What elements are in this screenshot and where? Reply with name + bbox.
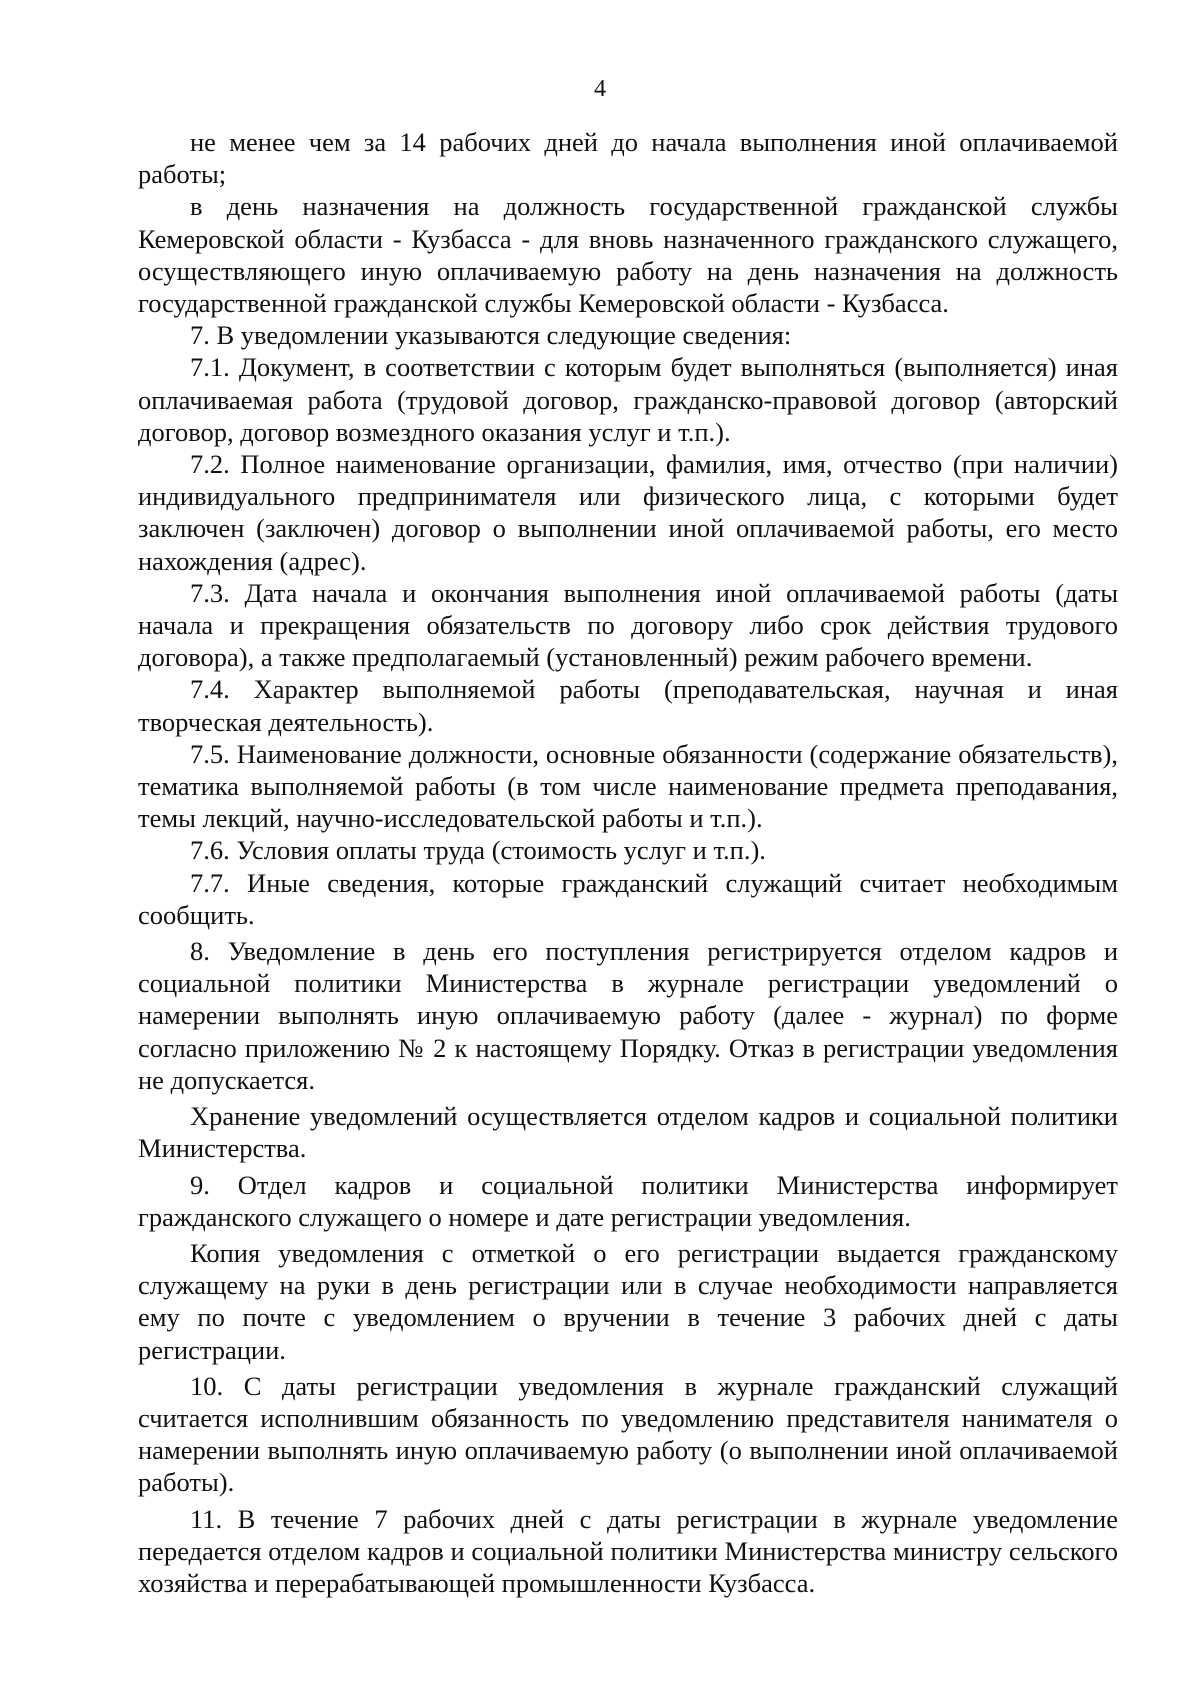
paragraph: 8. Уведомление в день его поступления регистрируется отделом кадров и социальной политики Министерства в журнале регистрации уведомлений о намерении выполнять иную оплачиваемую работу (далее - журнал) по форме согласно приложению № 2 к настоящему Порядку. Отказ в регистрации уведомления не допускается.: [138, 936, 1118, 1095]
paragraph: 7.7. Иные сведения, которые гражданский служащий считает необходимым сообщить.: [138, 867, 1118, 930]
paragraph: 10. С даты регистрации уведомления в журнале гражданский служащий считается исполнившим обязанность по уведомлению представителя нанимателя о намерении выполнять иную оплачиваемую работу (о выполнении иной оплачиваемой работы).: [138, 1370, 1118, 1498]
paragraph: в день назначения на должность государственной гражданской службы Кемеровской области - Кузбасса - для вновь назначенного гражданского служащего, осуществляющего иную оплачиваемую работу на день назначения на должность государственной гражданской службы Кемеровской области - Кузбасса.: [138, 191, 1118, 319]
paragraph: не менее чем за 14 рабочих дней до начала выполнения иной оплачиваемой работы;: [138, 127, 1118, 190]
document-body: [138, 126, 1118, 1599]
paragraph: 7.5. Наименование должности, основные обязанности (содержание обязательств), тематика выполняемой работы (в том числе наименование предмета преподавания, темы лекций, научно-исследовательской работы и т.п.).: [138, 738, 1118, 834]
paragraph: 7.6. Условия оплаты труда (стоимость услуг и т.п.).: [190, 835, 766, 866]
paragraph: 7. В уведомлении указываются следующие сведения:: [190, 320, 792, 351]
paragraph: 11. В течение 7 рабочих дней с даты регистрации в журнале уведомление передается отделом кадров и социальной политики Министерства министру сельского хозяйства и перерабатывающей промышленности Кузбасса.: [138, 1503, 1118, 1598]
paragraph: 7.1. Документ, в соответствии с которым будет выполняться (выполняется) иная оплачиваемая работа (трудовой договор, гражданско-правовой договор (авторский договор, договор возмездного оказания услуг и т.п.).: [138, 352, 1118, 447]
paragraph: 7.2. Полное наименование организации, фамилия, имя, отчество (при наличии) индивидуального предпринимателя или физического лица, с которыми будет заключен (заключен) договор о выполнении иной оплачиваемой работы, его место нахождения (адрес).: [138, 449, 1118, 576]
paragraph: 9. Отдел кадров и социальной политики Министерства информирует гражданского служащего о номере и дате регистрации уведомления.: [138, 1169, 1118, 1232]
paragraph: 7.3. Дата начала и окончания выполнения иной оплачиваемой работы (даты начала и прекращения обязательств по договору либо срок действия трудового договора), а также предполагаемый (установленный) режим рабочего времени.: [138, 577, 1118, 673]
paragraph: Копия уведомления с отметкой о его регистрации выдается гражданскому служащему на руки в день регистрации или в случае необходимости направляется ему по почте с уведомлением о вручении в течение 3 рабочих дней с даты регистрации.: [138, 1237, 1118, 1365]
page-number: 4: [594, 76, 606, 102]
paragraph: 7.4. Характер выполняемой работы (преподавательская, научная и иная творческая деятельность).: [138, 674, 1118, 737]
paragraph: Хранение уведомлений осуществляется отделом кадров и социальной политики Министерства.: [138, 1101, 1118, 1164]
